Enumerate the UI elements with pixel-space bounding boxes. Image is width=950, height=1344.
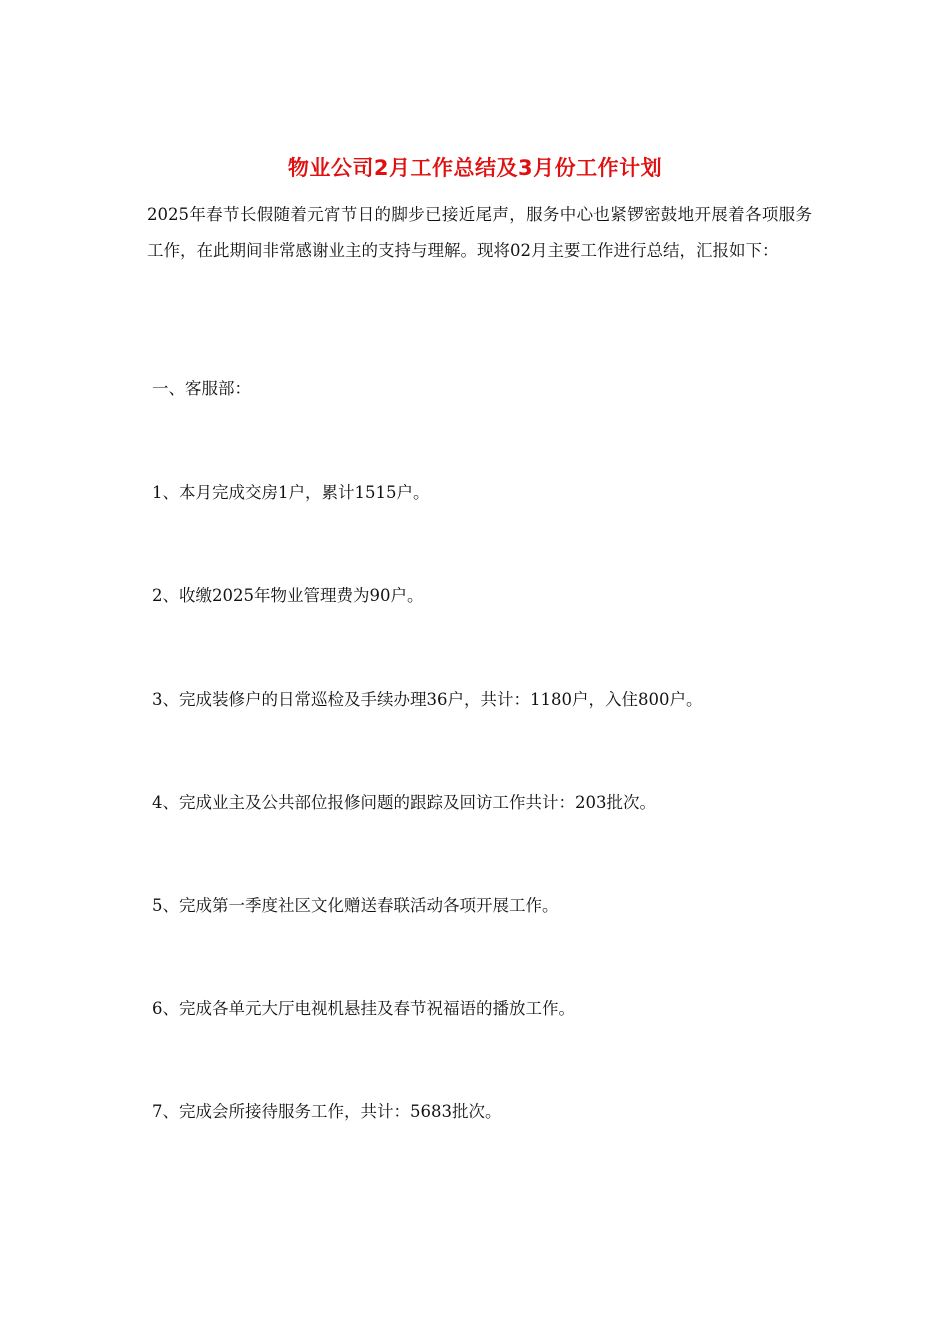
list-item: 3、完成装修户的日常巡检及手续办理36户，共计：1180户，入住800户。 (152, 690, 703, 709)
list-item: 6、完成各单元大厅电视机悬挂及春节祝福语的播放工作。 (152, 999, 575, 1018)
intro-paragraph: 2025年春节长假随着元宵节日的脚步已接近尾声，服务中心也紧锣密鼓地开展着各项服务工作，在此期间非常感谢业主的支持与理解。现将02月主要工作进行总结，汇报如下： (147, 205, 812, 260)
list-item: 1、本月完成交房1户，累计1515户。 (152, 483, 430, 502)
document-title: 物业公司2月工作总结及3月份工作计划 (287, 156, 663, 180)
list-item: 2、收缴2025年物业管理费为90户。 (152, 586, 424, 605)
list-item: 4、完成业主及公共部位报修问题的跟踪及回访工作共计：203批次。 (152, 793, 656, 812)
list-item: 7、完成会所接待服务工作，共计：5683批次。 (152, 1102, 502, 1121)
section-heading: 一、客服部： (152, 379, 251, 398)
list-item: 5、完成第一季度社区文化赠送春联活动各项开展工作。 (152, 896, 559, 915)
